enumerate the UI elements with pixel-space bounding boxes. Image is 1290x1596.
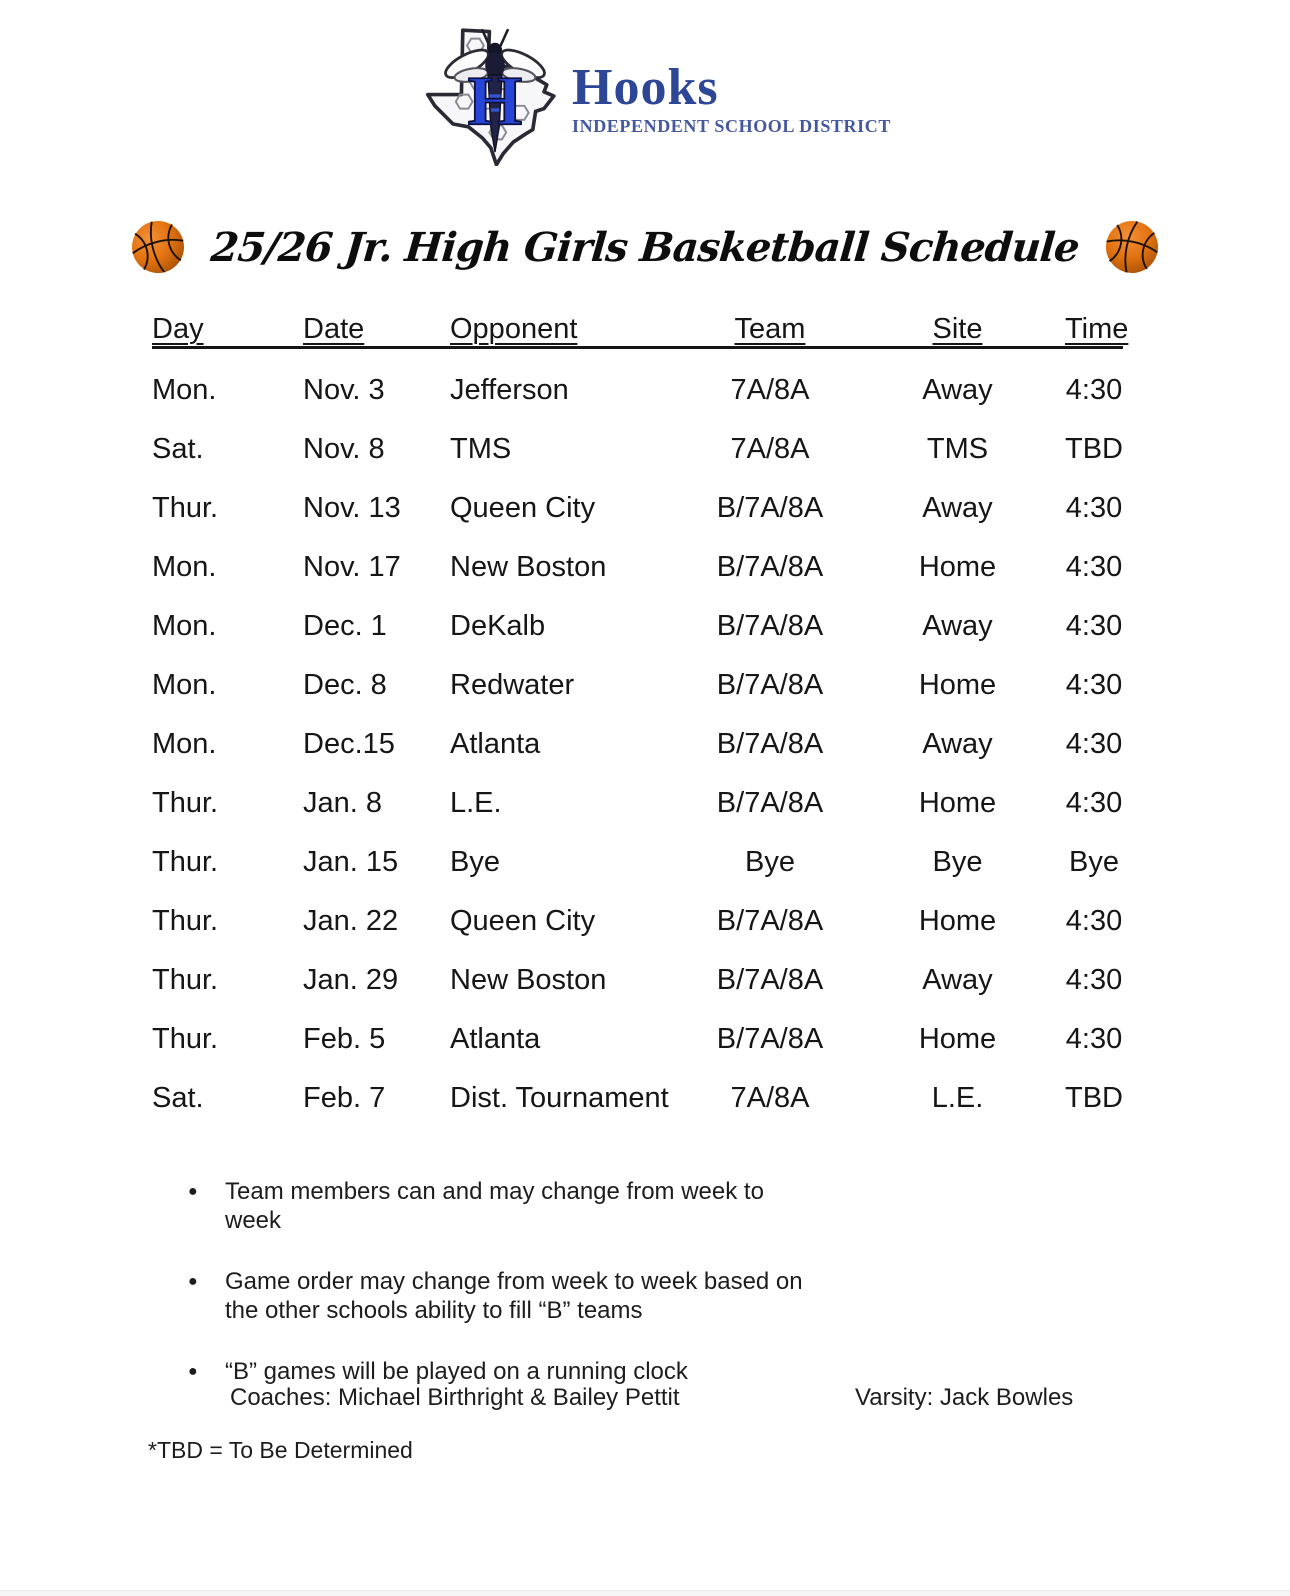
schedule-row — [152, 892, 1123, 951]
coaches-row — [0, 1384, 1290, 1414]
schedule-cell-day: Mon. — [152, 551, 217, 583]
schedule-cell-team: 7A/8A — [730, 1082, 810, 1114]
schedule-cell-opponent: Jefferson — [450, 374, 569, 406]
schedule-cell-date: Nov. 13 — [303, 492, 401, 524]
district-logo-text — [572, 59, 891, 136]
schedule-cell-time: 4:30 — [1065, 669, 1123, 701]
schedule-cell-day: Mon. — [152, 374, 217, 406]
schedule-cell-date: Jan. 15 — [303, 846, 399, 878]
schedule-row — [152, 420, 1123, 479]
schedule-row — [152, 1069, 1123, 1128]
schedule-cell-date: Dec. 1 — [303, 610, 387, 642]
schedule-row — [152, 479, 1123, 538]
schedule-cell-day: Thur. — [152, 787, 219, 819]
column-header-site: Site — [850, 312, 1065, 348]
schedule-cell-date: Feb. 7 — [303, 1082, 386, 1114]
schedule-cell-opponent: Atlanta — [450, 728, 541, 760]
schedule-cell-time: 4:30 — [1065, 787, 1123, 819]
schedule-cell-team: B/7A/8A — [716, 669, 824, 701]
schedule-cell-team: B/7A/8A — [716, 1023, 824, 1055]
schedule-row — [152, 538, 1123, 597]
schedule-cell-time: Bye — [1069, 846, 1119, 878]
schedule-cell-date: Nov. 3 — [303, 374, 385, 406]
schedule-cell-date: Nov. 17 — [303, 551, 401, 583]
schedule-cell-team: B/7A/8A — [716, 728, 824, 760]
schedule-cell-day: Mon. — [152, 669, 217, 701]
schedule-cell-day: Sat. — [152, 433, 204, 465]
page-bottom-edge — [0, 1590, 1290, 1596]
schedule-cell-site: Home — [918, 669, 997, 701]
schedule-cell-time: TBD — [1065, 1082, 1123, 1114]
district-logo — [424, 26, 891, 166]
schedule-table — [152, 312, 1129, 1128]
schedule-row — [152, 597, 1123, 656]
coaches-label: Coaches: Michael Birthright & Bailey Pettit — [230, 1384, 680, 1411]
schedule-cell-day: Mon. — [152, 610, 217, 642]
schedule-cell-team: B/7A/8A — [716, 610, 824, 642]
schedule-cell-time: 4:30 — [1065, 905, 1123, 937]
schedule-cell-opponent: Bye — [450, 846, 500, 878]
schedule-cell-date: Nov. 8 — [303, 433, 385, 465]
bullet-icon: ● — [188, 1183, 198, 1200]
logo-monogram: H — [467, 63, 523, 140]
schedule-cell-day: Mon. — [152, 728, 217, 760]
schedule-cell-team: 7A/8A — [730, 374, 810, 406]
schedule-cell-site: Away — [922, 492, 993, 524]
schedule-row — [152, 1010, 1123, 1069]
schedule-cell-opponent: Redwater — [450, 669, 575, 701]
schedule-row — [152, 715, 1123, 774]
schedule-row — [152, 348, 1123, 421]
page-title: 25/26 Jr. High Girls Basketball Schedule — [209, 223, 1081, 271]
schedule-row — [152, 656, 1123, 715]
note-item — [188, 1357, 825, 1386]
schedule-header-row — [152, 312, 1123, 348]
schedule-cell-team: B/7A/8A — [716, 551, 824, 583]
schedule-cell-date: Dec.15 — [303, 728, 395, 760]
note-item — [188, 1267, 825, 1325]
schedule-cell-team: B/7A/8A — [716, 964, 824, 996]
schedule-cell-time: 4:30 — [1065, 492, 1123, 524]
schedule-cell-team: B/7A/8A — [716, 787, 824, 819]
schedule-cell-site: Home — [918, 787, 997, 819]
schedule-cell-team: B/7A/8A — [716, 492, 824, 524]
column-header-opponent: Opponent — [450, 312, 690, 348]
schedule-cell-site: Away — [922, 728, 993, 760]
schedule-cell-opponent: DeKalb — [450, 610, 546, 642]
schedule-cell-date: Dec. 8 — [303, 669, 387, 701]
schedule-cell-day: Thur. — [152, 846, 219, 878]
note-text: “B” games will be played on a running clock — [225, 1358, 688, 1385]
schedule-cell-site: Home — [918, 905, 997, 937]
schedule-cell-team: Bye — [745, 846, 795, 878]
schedule-cell-date: Jan. 22 — [303, 905, 399, 937]
schedule-cell-time: TBD — [1065, 433, 1123, 465]
schedule-row — [152, 774, 1123, 833]
schedule-table-body — [152, 348, 1123, 1129]
schedule-cell-date: Jan. 29 — [303, 964, 399, 996]
column-header-day: Day — [152, 312, 303, 348]
schedule-cell-day: Thur. — [152, 964, 219, 996]
schedule-cell-opponent: L.E. — [450, 787, 502, 819]
schedule-cell-day: Thur. — [152, 1023, 219, 1055]
column-header-team: Team — [690, 312, 850, 348]
schedule-cell-team: B/7A/8A — [716, 905, 824, 937]
schedule-cell-day: Sat. — [152, 1082, 204, 1114]
district-subtitle: INDEPENDENT SCHOOL DISTRICT — [572, 116, 891, 136]
bullet-icon: ● — [188, 1363, 198, 1380]
varsity-label: Varsity: Jack Bowles — [855, 1384, 1074, 1411]
schedule-row — [152, 951, 1123, 1010]
schedule-cell-time: 4:30 — [1065, 1023, 1123, 1055]
schedule-cell-opponent: New Boston — [450, 964, 607, 996]
basketball-icon — [1103, 218, 1161, 276]
schedule-cell-site: Away — [922, 610, 993, 642]
district-name: Hooks — [572, 59, 719, 116]
notes-list — [188, 1177, 825, 1418]
column-header-time: Time — [1065, 312, 1123, 348]
schedule-cell-time: 4:30 — [1065, 964, 1123, 996]
bullet-icon: ● — [188, 1273, 198, 1290]
basketball-icon — [129, 218, 187, 276]
schedule-cell-opponent: Queen City — [450, 492, 596, 524]
schedule-cell-opponent: Atlanta — [450, 1023, 541, 1055]
schedule-cell-time: 4:30 — [1065, 374, 1123, 406]
schedule-cell-day: Thur. — [152, 905, 219, 937]
tbd-note: *TBD = To Be Determined — [148, 1437, 413, 1463]
schedule-cell-opponent: Dist. Tournament — [450, 1082, 669, 1114]
schedule-cell-team: 7A/8A — [730, 433, 810, 465]
schedule-cell-site: TMS — [926, 433, 989, 465]
schedule-cell-opponent: Queen City — [450, 905, 596, 937]
schedule-cell-date: Feb. 5 — [303, 1023, 386, 1055]
schedule-cell-site: Away — [922, 964, 993, 996]
schedule-title-row — [0, 218, 1290, 276]
column-header-date: Date — [303, 312, 450, 348]
schedule-row — [152, 833, 1123, 892]
schedule-cell-day: Thur. — [152, 492, 219, 524]
schedule-cell-site: Bye — [932, 846, 983, 878]
schedule-cell-site: L.E. — [931, 1082, 984, 1114]
schedule-cell-opponent: TMS — [450, 433, 512, 465]
schedule-cell-time: 4:30 — [1065, 610, 1123, 642]
schedule-cell-site: Home — [918, 551, 997, 583]
schedule-cell-time: 4:30 — [1065, 728, 1123, 760]
note-text: Team members can and may change from week to week — [225, 1178, 764, 1234]
schedule-cell-site: Home — [918, 1023, 997, 1055]
schedule-cell-opponent: New Boston — [450, 551, 607, 583]
schedule-cell-time: 4:30 — [1065, 551, 1123, 583]
hornet-texas-logo-icon — [424, 26, 566, 166]
note-item — [188, 1177, 825, 1235]
schedule-cell-site: Away — [922, 374, 993, 406]
note-text: Game order may change from week to week based on the other schools ability to fill “B” teams — [225, 1268, 803, 1324]
schedule-cell-date: Jan. 8 — [303, 787, 382, 819]
